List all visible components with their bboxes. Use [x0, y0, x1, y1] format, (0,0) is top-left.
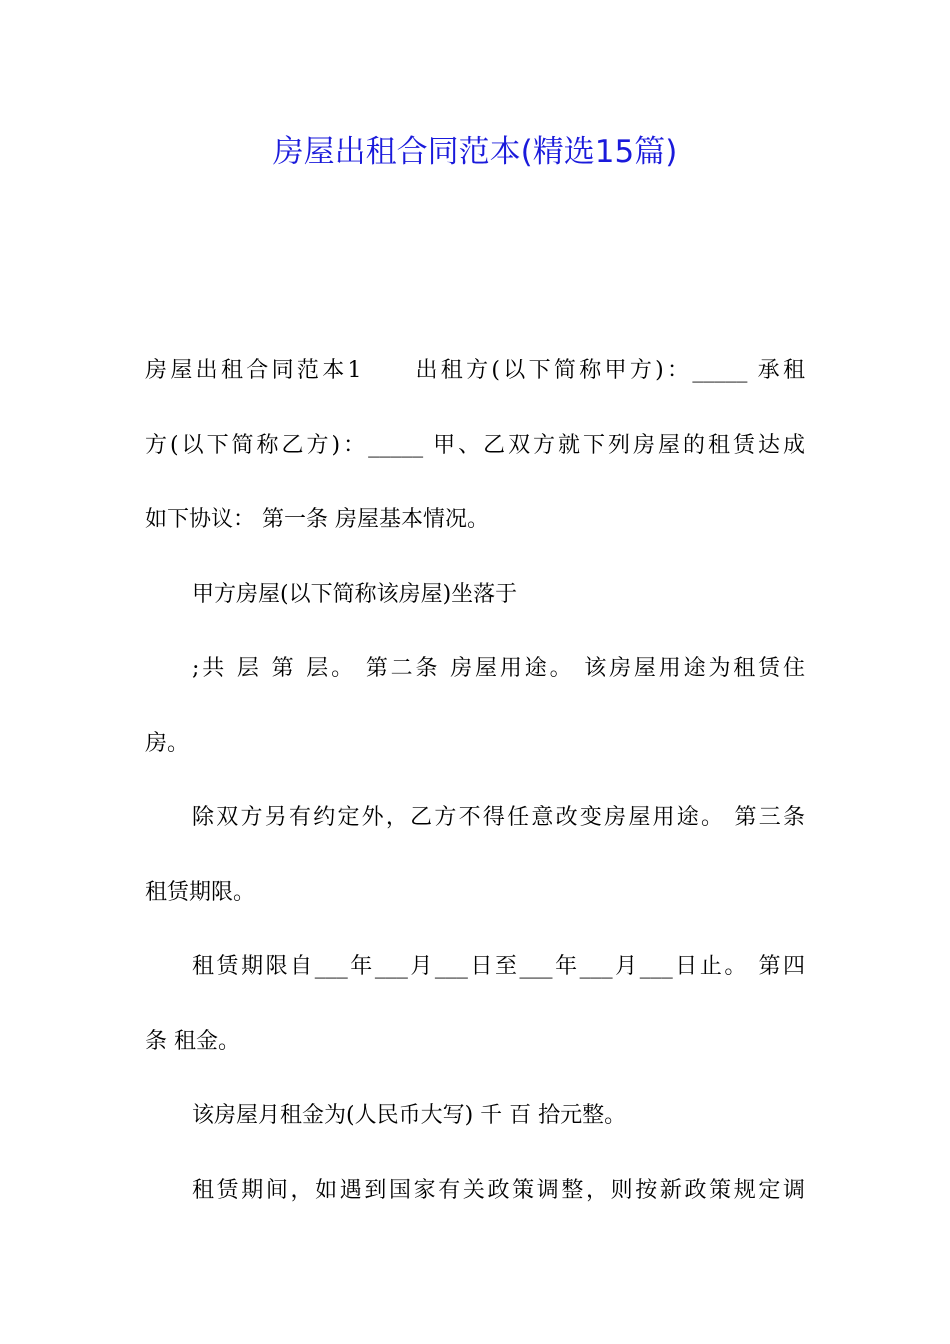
body-line-2: 方(以下简称乙方)：_____ 甲、乙双方就下列房屋的租赁达成	[145, 432, 805, 458]
document-body	[145, 334, 805, 1228]
body-line-6: 房。	[145, 730, 190, 756]
document-title: 房屋出租合同范本(精选15篇)	[272, 134, 678, 170]
body-line-12: 租赁期间，如遇到国家有关政策调整，则按新政策规定调	[192, 1177, 805, 1203]
body-line-1: 房屋出租合同范本1 出租方(以下简称甲方)：_____ 承租	[145, 358, 805, 383]
body-line-3: 如下协议： 第一条 房屋基本情况。	[145, 507, 489, 532]
body-line-9: 租赁期限自___年___月___日至___年___月___日止。 第四	[192, 954, 805, 979]
body-line-11: 该房屋月租金为(人民币大写) 千 百 拾元整。	[192, 1103, 627, 1128]
body-line-5: ;共 层 第 层。 第二条 房屋用途。 该房屋用途为租赁住	[192, 656, 805, 681]
body-line-7: 除双方另有约定外，乙方不得任意改变房屋用途。 第三条	[192, 805, 805, 830]
body-line-4: 甲方房屋(以下简称该房屋)坐落于	[192, 581, 518, 607]
body-line-10: 条 租金。	[145, 1028, 240, 1054]
body-line-8: 租赁期限。	[145, 879, 256, 905]
